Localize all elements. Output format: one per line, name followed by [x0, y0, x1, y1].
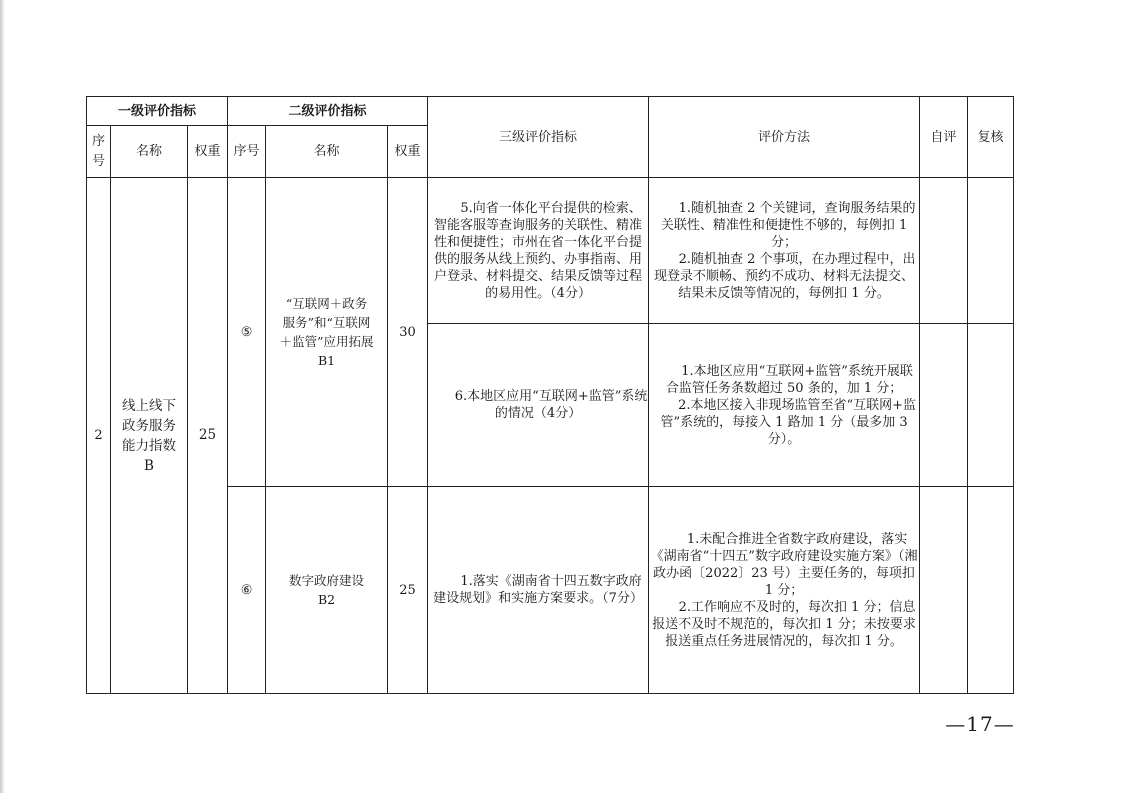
- method-b2-1: [649, 487, 920, 694]
- level2-weight-b1: 30: [388, 178, 428, 487]
- page-number: —17—: [945, 712, 1015, 736]
- level1-weight: 25: [188, 178, 228, 694]
- level1-header: 一级评价指标: [87, 97, 228, 126]
- seq2-header: 序号: [228, 126, 266, 178]
- seq1-header: 序 号: [87, 126, 111, 178]
- name2-header: 名称: [266, 126, 388, 178]
- review-header: 复核: [968, 97, 1014, 178]
- self-eval-cell: [920, 487, 968, 694]
- self-eval-cell: [920, 324, 968, 487]
- evaluation-table: [86, 96, 1014, 694]
- weight2-header: 权重: [388, 126, 428, 178]
- indicator-6: [428, 324, 649, 487]
- review-cell: [968, 178, 1014, 324]
- self-eval-cell: [920, 178, 968, 324]
- level2-seq-6: ⑥: [228, 487, 266, 694]
- review-cell: [968, 324, 1014, 487]
- level2-weight-b2: 25: [388, 487, 428, 694]
- level2-name-b1: “互联网＋政务 服务”和“互联网 ＋监管”应用拓展 B1: [266, 178, 388, 487]
- level1-name: 线上线下 政务服务 能力指数 B: [111, 178, 188, 694]
- method-6: [649, 324, 920, 487]
- weight1-header: 权重: [188, 126, 228, 178]
- level2-header: 二级评价指标: [228, 97, 428, 126]
- level3-header: 三级评价指标: [428, 97, 649, 178]
- name1-header: 名称: [111, 126, 188, 178]
- method-5-line-2: 2.随机抽查 2 个事项，在办理过程中，出现登录不顺畅、预约不成功、材料无法提交、结果未反馈等情况的，每例扣 1 分。: [654, 251, 916, 301]
- indicator-b2-1-text: 1.落实《湖南省十四五数字政府建设规划》和实施方案要求。（7分）: [433, 574, 643, 606]
- method-b2-1-line-1: 1.未配合推进全省数字政府建设，落实《湖南省“十四五”数字政府建设实施方案》（湘政办函〔2022〕23 号）主要任务的，每项扣 1 分；: [650, 531, 918, 598]
- method-5-line-1: 1.随机抽查 2 个关键词，查询服务结果的关联性、精准性和便捷性不够的，每例扣 1 分；: [660, 200, 916, 250]
- method-6-line-1: 1.本地区应用“互联网+监管”系统开展联合监管任务条数超过 50 条的，加 1 分；: [665, 363, 913, 396]
- method-header: 评价方法: [649, 97, 920, 178]
- level2-name-b2: 数字政府建设 B2: [266, 487, 388, 694]
- method-6-line-2: 2.本地区接入非现场监管至省“互联网+监管”系统的，每接入 1 路加 1 分（最多加 3 分）。: [660, 397, 917, 447]
- level2-seq-5: ⑤: [228, 178, 266, 487]
- indicator-5: [428, 178, 649, 324]
- indicator-b2-1: [428, 487, 649, 694]
- method-b2-1-line-2: 2.工作响应不及时的，每次扣 1 分；信息报送不及时不规范的，每次扣 1 分；未按要求报送重点任务进展情况的，每次扣 1 分。: [652, 599, 916, 649]
- level1-seq: 2: [87, 178, 111, 694]
- indicator-6-text: 6.本地区应用“互联网+监管”系统的情况（4分）: [454, 389, 648, 421]
- review-cell: [968, 487, 1014, 694]
- scan-edge-shadow: [0, 0, 5, 793]
- self-eval-header: 自评: [920, 97, 968, 178]
- method-5: [649, 178, 920, 324]
- indicator-5-text: 5.向省一体化平台提供的检索、智能客服等查询服务的关联性、精准性和便捷性；市州在省一体化平台提供的服务从线上预约、办事指南、用户登录、材料提交、结果反馈等过程的易用性。（4分）: [434, 200, 643, 301]
